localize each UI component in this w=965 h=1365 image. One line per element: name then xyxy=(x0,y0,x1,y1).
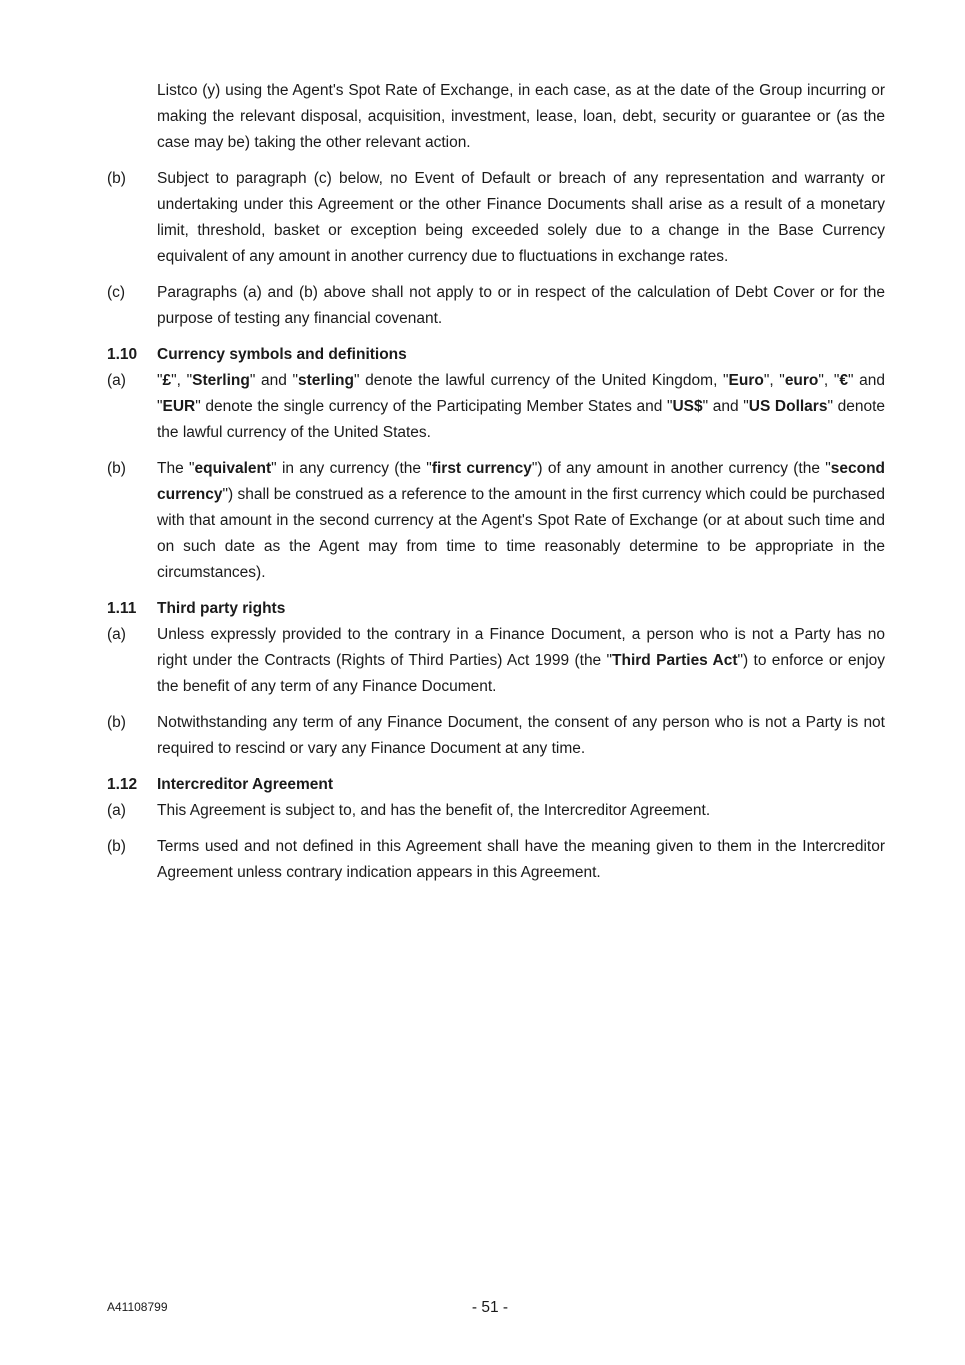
section-number: 1.10 xyxy=(107,346,138,363)
section-number: 1.12 xyxy=(107,776,138,793)
intercreditor-b xyxy=(107,834,885,886)
page-number: - 51 - xyxy=(471,1299,509,1316)
section-number: 1.11 xyxy=(107,600,137,617)
document-body xyxy=(107,78,885,896)
item-text: Subject to paragraph (c) below, no Event of Default or breach of any representation and warranty or undertaking under this Agreement or the other Finance Documents shall arise as a result of a monetary limit, threshold, basket or exception being exceeded solely due to a change in the Base Currency equivalent of any amount in another currency due to fluctuations in exchange rates. xyxy=(157,170,885,265)
item-label: (b) xyxy=(107,170,126,187)
item-label: (b) xyxy=(107,460,126,477)
intercreditor-a xyxy=(107,798,885,824)
section-title: Currency symbols and definitions xyxy=(157,346,407,363)
section-title: Third party rights xyxy=(157,600,286,617)
list-item-c xyxy=(107,280,885,332)
item-label: (a) xyxy=(107,802,126,819)
item-label: (a) xyxy=(107,372,126,389)
item-text: Unless expressly provided to the contrary in a Finance Document, a person who is not a Party has no right under the Contracts (Rights of Third Parties) Act 1999 (the "Third Parties Act") to enforce or enjoy the benefit of any term of any Finance Document. xyxy=(157,626,886,695)
item-text: Terms used and not defined in this Agreement shall have the meaning given to them in the Intercreditor Agreement unless contrary indication appears in this Agreement. xyxy=(157,838,885,881)
item-label: (c) xyxy=(107,284,126,301)
item-text: "£", "Sterling" and "sterling" denote the lawful currency of the United Kingdom, "Euro", "euro", "€" and "EUR" denote the single currency of the Participating Member States and "US$" and "US Dollars" denote the lawful currency of the United States. xyxy=(157,372,886,441)
currency-definitions-a xyxy=(107,368,885,446)
section-heading-1-11 xyxy=(107,596,885,622)
section-heading-1-12 xyxy=(107,772,885,798)
section-heading-1-10 xyxy=(107,342,885,368)
list-item-b xyxy=(107,166,885,270)
third-party-rights-a xyxy=(107,622,885,700)
item-text: Notwithstanding any term of any Finance Document, the consent of any person who is not a Party is not required to rescind or vary any Finance Document at any time. xyxy=(157,714,885,757)
item-text: Paragraphs (a) and (b) above shall not apply to or in respect of the calculation of Debt Cover or for the purpose of testing any financial covenant. xyxy=(157,284,885,327)
currency-definitions-b xyxy=(107,456,885,586)
third-party-rights-b xyxy=(107,710,885,762)
item-text: This Agreement is subject to, and has the benefit of, the Intercreditor Agreement. xyxy=(157,802,711,819)
continuation-paragraph: Listco (y) using the Agent's Spot Rate of Exchange, in each case, as at the date of the Group incurring or making the relevant disposal, acquisition, investment, lease, loan, debt, security or guarantee or (as the case may be) taking the other relevant action. xyxy=(157,82,885,151)
item-label: (b) xyxy=(107,838,126,855)
item-label: (a) xyxy=(107,626,126,643)
item-label: (b) xyxy=(107,714,126,731)
document-reference: A41108799 xyxy=(107,1300,168,1314)
section-title: Intercreditor Agreement xyxy=(157,776,333,793)
item-text: The "equivalent" in any currency (the "first currency") of any amount in another currency (the "second currency") shall be construed as a reference to the amount in the first currency which could be purchased with that amount in the second currency at the Agent's Spot Rate of Exchange (or at about such time and on such date as the Agent may from time to time reasonably determine to be appropriate in the circumstances). xyxy=(157,460,885,581)
